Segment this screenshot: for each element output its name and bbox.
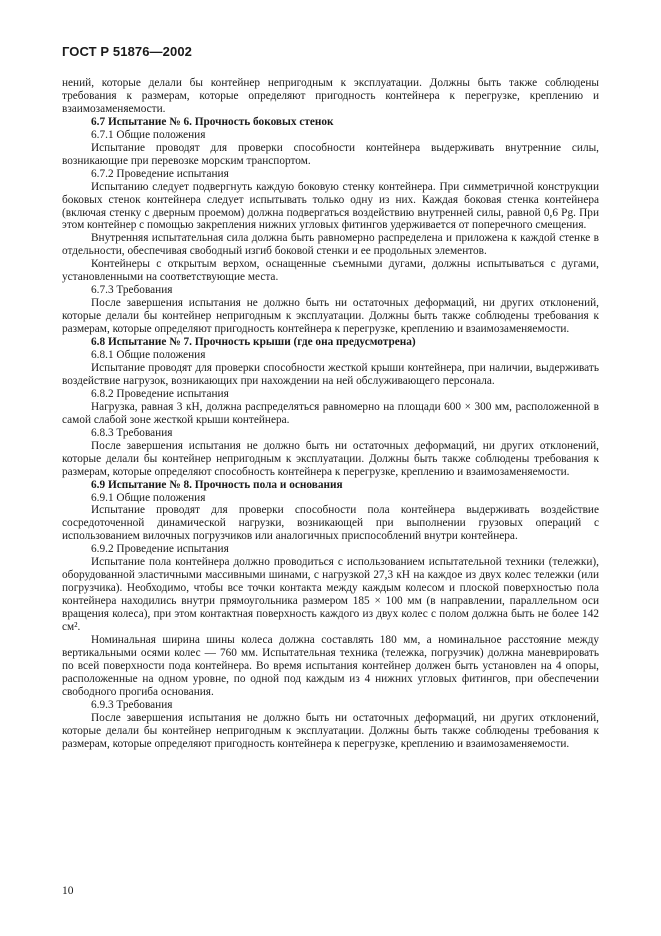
- paragraph: Номинальная ширина шины колеса должна составлять 180 мм, а номинальное расстояние между вертикальными осями колес — 760 мм. Испытательная техника (тележка, погрузчик) должна маневрировать по всей поверхности пода контейнера. Во время испытания контейнер должен быть установлен на 4 опоры, расположенные на одном уровне, по одной под каждым из 4 нижних угловых фитингов, при обеспечении свободного прогиба основания.: [62, 633, 599, 698]
- document-body: [62, 77, 599, 751]
- paragraph: Нагрузка, равная 3 кН, должна распределяться равномерно на площади 600 × 300 мм, расположенной в самой слабой зоне жесткой крыши контейнера.: [62, 400, 599, 426]
- subsection-heading: 6.7.3 Требования: [91, 284, 173, 297]
- subsection-heading: 6.8.2 Проведение испытания: [91, 387, 229, 400]
- section-heading: 6.7 Испытание № 6. Прочность боковых стенок: [91, 115, 334, 128]
- paragraph: Испытание проводят для проверки способности пола контейнера выдерживать воздействие сосредоточенной динамической нагрузки, возникающей при выполнении грузовых операций с использованием вилочных погрузчиков или аналогичных приспособлений внутри контейнера.: [62, 504, 599, 543]
- paragraph: Испытанию следует подвергнуть каждую боковую стенку контейнера. При симметричной конструкции боковых стенок контейнера следует испытывать только одну из них. Каждая боковая стенка контейнера (включая стенку с дверным проемом) должна подвергаться воздействию внутренней силы, равной 0,6 Pg. При этом контейнер с помощью закрепления нижних угловых фитингов удерживается от поперечного смещения.: [62, 180, 599, 232]
- paragraph: Испытание проводят для проверки способности жесткой крыши контейнера, при наличии, выдерживать воздействие нагрузок, возникающих при нахождении на ней обслуживающего персонала.: [62, 361, 599, 387]
- subsection-heading: 6.9.2 Проведение испытания: [91, 543, 229, 556]
- paragraph: После завершения испытания не должно быть ни остаточных деформаций, ни других отклонений, которые делали бы контейнер непригодным к эксплуатации. Должны быть также соблюдены требования к размерам, которые определяют пригодность контейнера к перегрузке, креплению и взаимозаменяемости.: [62, 297, 599, 336]
- subsection-heading: 6.7.1 Общие положения: [91, 128, 206, 141]
- paragraph: нений, которые делали бы контейнер непригодным к эксплуатации. Должны быть также соблюдены требования к размерам, которые определяют пригодность контейнера к перегрузке, креплению и взаимозаменяемости.: [62, 77, 599, 115]
- paragraph: Контейнеры с открытым верхом, оснащенные съемными дугами, должны испытываться с дугами, установленными на соответствующие места.: [62, 258, 599, 284]
- subsection-heading: 6.8.1 Общие положения: [91, 349, 206, 362]
- paragraph: Испытание проводят для проверки способности контейнера выдерживать внутренние силы, возникающие при перевозке морским транспортом.: [62, 141, 599, 167]
- document-header: ГОСТ Р 51876—2002: [62, 44, 192, 59]
- paragraph: Испытание пола контейнера должно проводиться с использованием испытательной техники (тележки), оборудованной эластичными массивными шинами, с нагрузкой 27,3 кН на каждое из двух колес тележки (или погрузчика). Необходимо, чтобы все точки контакта между каждым колесом и плоской поверхностью пола контейнера находились внутри прямоугольника размером 185 × 100 мм (в направлении, параллельном оси вращения колеса), при этом контактная поверхность каждого из двух колес с полом должна быть не более 142 см².: [62, 556, 599, 634]
- subsection-heading: 6.9.3 Требования: [91, 698, 173, 711]
- subsection-heading: 6.7.2 Проведение испытания: [91, 167, 229, 180]
- paragraph: Внутренняя испытательная сила должна быть равномерно распределена и приложена к каждой стенке в отдельности, обеспечивая свободный изгиб боковой стенки и ее продольных элементов.: [62, 232, 599, 258]
- page-number: 10: [62, 885, 74, 897]
- section-heading: 6.8 Испытание № 7. Прочность крыши (где она предусмотрена): [91, 336, 416, 349]
- section-heading: 6.9 Испытание № 8. Прочность пола и основания: [91, 478, 343, 491]
- subsection-heading: 6.9.1 Общие положения: [91, 491, 206, 504]
- paragraph: После завершения испытания не должно быть ни остаточных деформаций, ни других отклонений, которые делали бы контейнер непригодным к эксплуатации. Должны быть также соблюдены требования к размерам, которые определяют пригодность контейнера к перегрузке, креплению и взаимозаменяемости.: [62, 711, 599, 750]
- subsection-heading: 6.8.3 Требования: [91, 426, 173, 439]
- paragraph: После завершения испытания не должно быть ни остаточных деформаций, ни других отклонений, которые делали бы контейнер непригодным к эксплуатации. Должны быть также соблюдены требования к размерам, которые определяют способность контейнера к перегрузке, креплению и взаимозаменяемости.: [62, 439, 599, 478]
